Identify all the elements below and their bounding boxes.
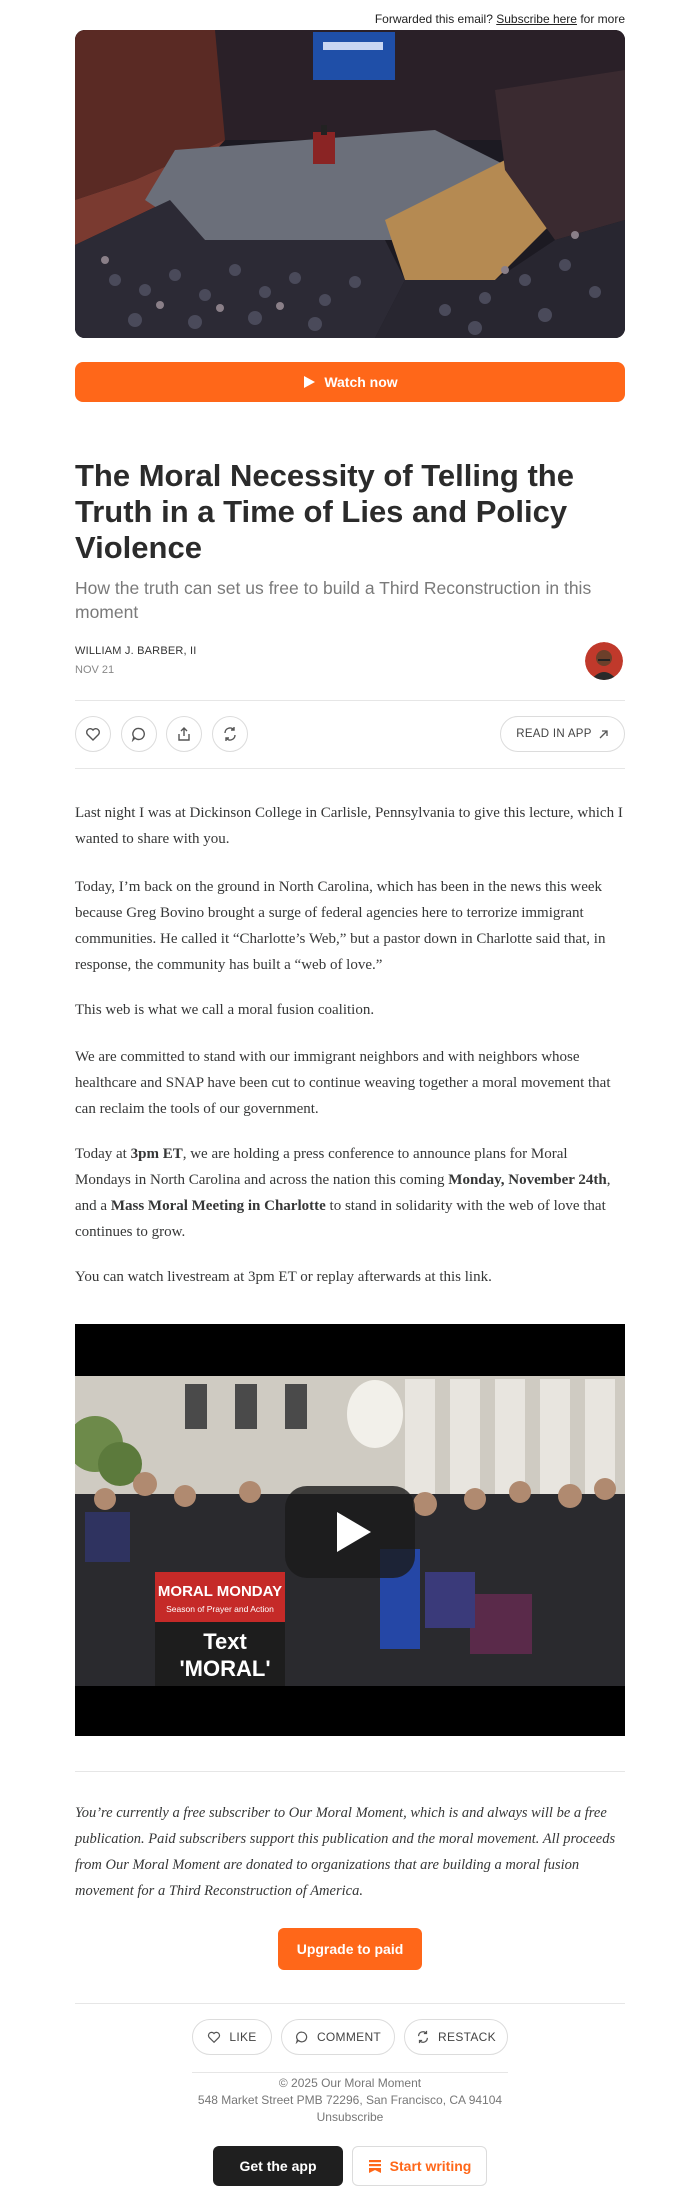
footer-restack-button[interactable] xyxy=(404,2019,508,2055)
read-in-app-button[interactable] xyxy=(500,716,625,752)
author-avatar[interactable] xyxy=(585,642,623,680)
divider xyxy=(192,2072,508,2073)
paragraph-4: We are committed to stand with our immigrant neighbors and with neighbors whose healthcare and SNAP have been cut to continue weaving together a moral movement that can reclaim the tools of our government. xyxy=(75,1049,611,1117)
author-name[interactable]: WILLIAM J. BARBER, II xyxy=(75,645,197,657)
hero-image[interactable] xyxy=(75,30,625,338)
body-paragraph xyxy=(75,1264,625,1290)
paragraph-6: You can watch livestream at 3pm ET or replay afterwards at this link. xyxy=(75,1269,492,1285)
footer-comment-button[interactable] xyxy=(281,2019,395,2055)
watch-now-button[interactable] xyxy=(75,362,625,402)
arrow-up-right-icon xyxy=(598,729,609,740)
start-writing-button[interactable] xyxy=(352,2146,487,2186)
subscriber-note: You’re currently a free subscriber to Our Moral Moment, which is and always will be a free publication. Paid subscribers support this publication and the moral movement. All proceeds from Our Moral Moment are donated to organizations that are building a moral fusion movement for a Third Reconstruction of America. xyxy=(75,1805,616,1899)
paragraph-1: Last night I was at Dickinson College in Carlisle, Pennsylvania to give this lecture, which I wanted to share with you. xyxy=(75,805,623,847)
restack-icon xyxy=(416,2030,430,2044)
read-in-app-label: READ IN APP xyxy=(516,728,592,740)
divider xyxy=(75,768,625,769)
comment-icon xyxy=(295,2030,309,2044)
p5-bold-time: 3pm ET xyxy=(130,1146,183,1162)
like-button[interactable] xyxy=(75,716,111,752)
paragraph-2: Today, I’m back on the ground in North Carolina, which has been in the news this week because Greg Bovino brought a surge of federal agencies here to terrorize immigrant communities. He called it “Charlotte’s Web,” but a pastor down in Charlotte said that, in response, the community has built a “web of love.” xyxy=(75,879,606,973)
body-paragraph xyxy=(75,1141,625,1245)
get-the-app-button[interactable]: Get the app xyxy=(213,2146,343,2186)
divider xyxy=(75,2003,625,2004)
sign-title: MORAL MONDAY xyxy=(157,1583,283,1600)
subscribe-link[interactable]: Subscribe here xyxy=(496,12,577,26)
body-paragraph xyxy=(75,997,625,1023)
unsubscribe-link[interactable]: Unsubscribe xyxy=(316,2110,384,2124)
divider xyxy=(75,1771,625,1772)
footer-like-button[interactable] xyxy=(192,2019,272,2055)
post-title: The Moral Necessity of Telling the Truth in a Time of Lies and Policy Violence xyxy=(75,458,574,565)
copyright: © 2025 Our Moral Moment xyxy=(278,2076,422,2090)
sign-text: Text xyxy=(203,1629,247,1654)
play-icon xyxy=(302,375,316,389)
heart-icon xyxy=(207,2030,221,2044)
forward-prefix: Forwarded this email? xyxy=(374,12,493,26)
upgrade-button[interactable]: Upgrade to paid xyxy=(278,1928,422,1970)
p5-text: Today at xyxy=(75,1146,131,1162)
comment-button[interactable] xyxy=(121,716,157,752)
paragraph-3: This web is what we call a moral fusion coalition. xyxy=(75,1002,375,1018)
start-writing-label: Start writing xyxy=(389,2158,472,2174)
share-button[interactable] xyxy=(166,716,202,752)
like-label: LIKE xyxy=(229,2030,257,2044)
comment-icon xyxy=(131,726,147,742)
sign-text-moral: 'MORAL' xyxy=(179,1656,271,1681)
restack-button[interactable] xyxy=(212,716,248,752)
substack-logo-icon xyxy=(368,2159,382,2173)
p5-text: , and a xyxy=(75,1172,611,1214)
body-paragraph xyxy=(75,1044,625,1122)
forward-suffix: for more xyxy=(580,12,625,26)
paragraph-5 xyxy=(75,1141,625,1245)
body-paragraph xyxy=(75,800,625,852)
watch-now-label: Watch now xyxy=(324,374,398,390)
p5-text: to stand in solidarity with the web of love that continues to grow. xyxy=(75,1198,606,1240)
p5-bold-date: Monday, November 24th xyxy=(448,1172,607,1188)
p5-text: , we are holding a press conference to announce plans for Moral Mondays in North Carolina and across the nation this coming xyxy=(75,1146,568,1188)
body-paragraph xyxy=(75,874,625,978)
restack-label: RESTACK xyxy=(438,2030,496,2044)
post-subtitle: How the truth can set us free to build a Third Reconstruction in this moment xyxy=(75,578,592,622)
p5-bold-meeting: Mass Moral Meeting in Charlotte xyxy=(110,1198,326,1214)
post-date: NOV 21 xyxy=(75,664,115,676)
divider xyxy=(75,700,625,701)
comment-label: COMMENT xyxy=(316,2030,382,2044)
restack-icon xyxy=(222,726,238,742)
heart-icon xyxy=(85,726,101,742)
forward-notice xyxy=(375,12,625,26)
share-icon xyxy=(176,726,192,742)
video-embed[interactable] xyxy=(75,1324,625,1736)
address: 548 Market Street PMB 72296, San Francisco, CA 94104 xyxy=(197,2093,503,2107)
sign-subtitle: Season of Prayer and Action xyxy=(166,1604,274,1614)
